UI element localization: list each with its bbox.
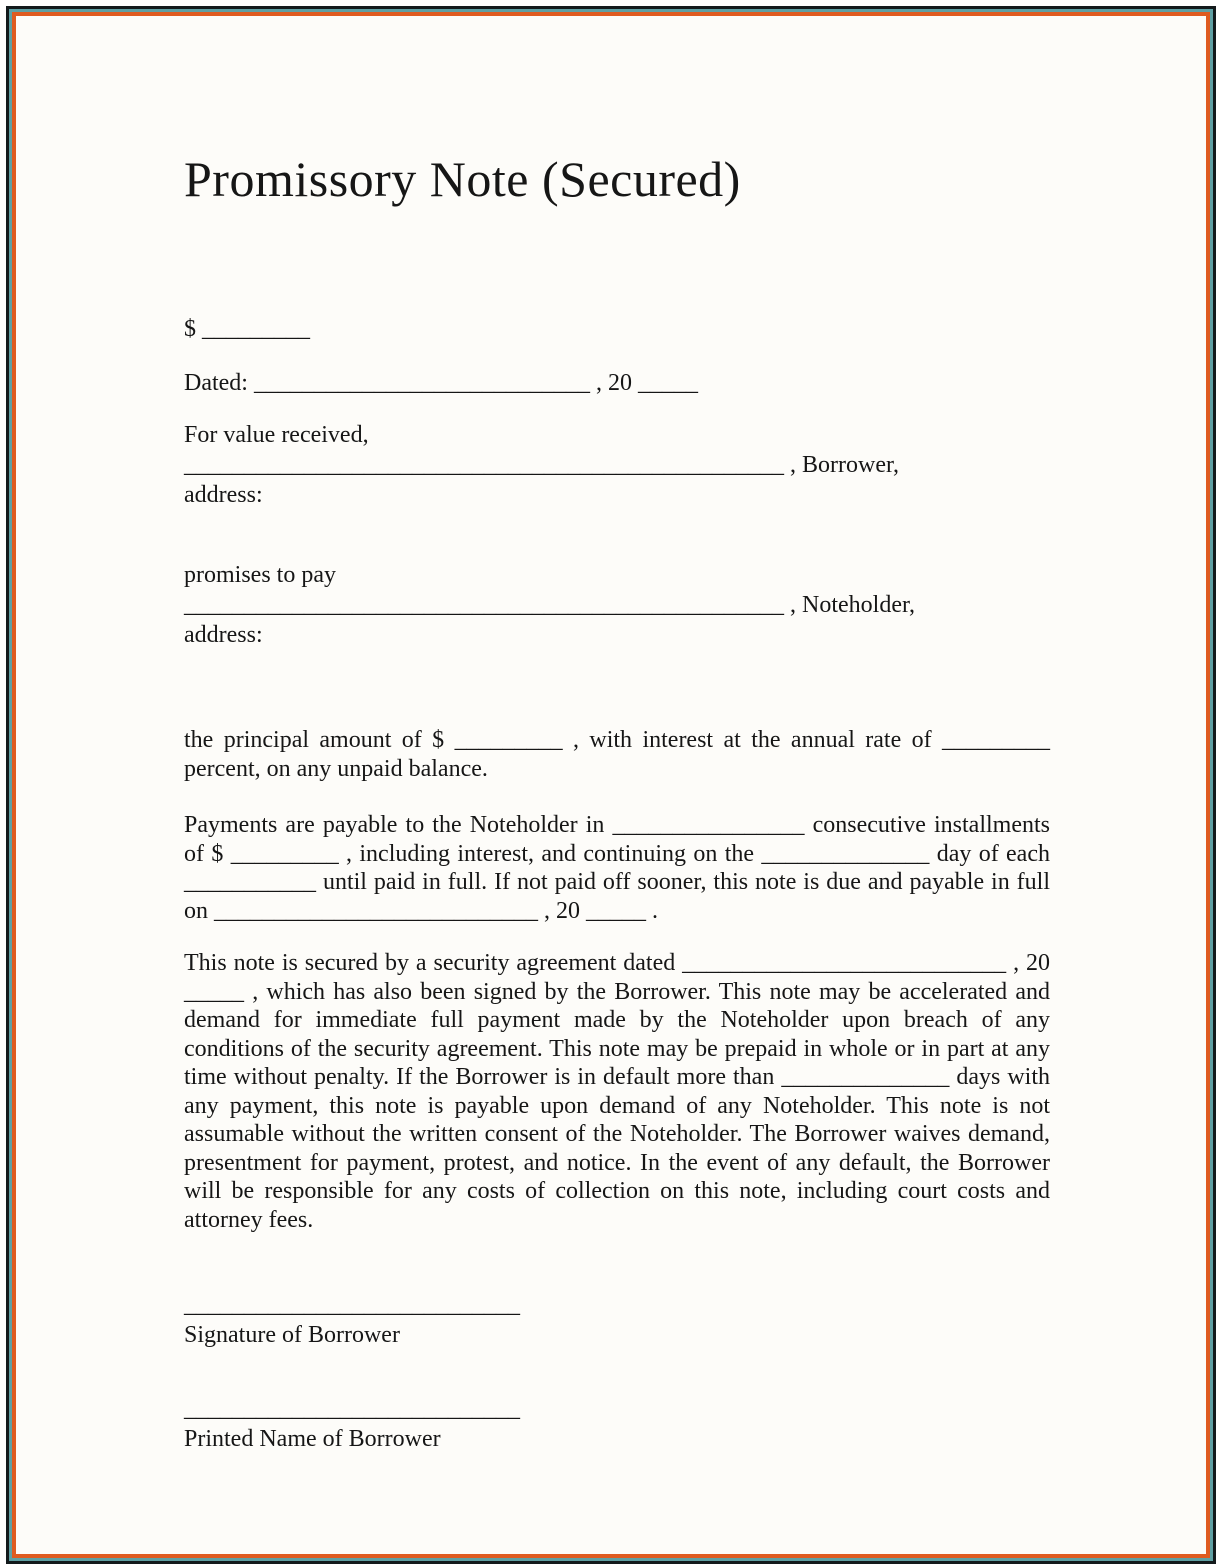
signature-label: Signature of Borrower [184,1322,400,1348]
signature-section [184,1290,1050,1350]
principal-clause-text-1: the principal amount of $ [184,727,445,753]
borrower-suffix-label: , Borrower, [790,452,900,478]
printed-name-blank-line: ____________________________ [184,1396,520,1422]
year-blank-field: _____ [637,370,698,396]
noteholder-suffix-label: , Noteholder, [790,592,916,618]
due-date-blank-field: ___________________________ [214,897,538,924]
payments-clause-text-5: until paid in full. If not paid off sooner, this note is due and payable in full on [184,869,1050,924]
document-page [16,16,1206,1554]
noteholder-address-label: address: [184,622,263,648]
secured-clause-text-1: This note is secured by a security agreement dated [184,950,676,976]
due-year-blank-field: _____ [586,897,646,924]
installment-amount-blank-field: _________ [230,840,339,867]
payments-clause-paragraph [184,811,1050,925]
payments-clause-text-3: , including interest, and continuing on the [346,840,755,867]
payments-clause-text-6: , 20 [544,897,580,924]
payments-clause-text-1: Payments are payable to the Noteholder in [184,812,605,838]
payments-clause-text-7: . [652,897,658,924]
borrower-section [184,420,1050,510]
page-border-teal [9,9,1213,1561]
principal-amount-blank-field: _________ [202,316,310,342]
document-title: Promissory Note (Secured) [184,151,741,207]
page-border-black [6,6,1216,1564]
payment-period-blank-field: ___________ [184,869,316,895]
principal-amount-line [184,314,1050,344]
agreement-date-blank-field: ___________________________ [682,950,1007,976]
secured-clause-text-3: , which has also been signed by the Borrower. This note may be accelerated and demand for immediate full payment made by the Noteholder upon breach of any conditions of the security agreement. This note may be prepaid in whole or in part at any time without penalty. If the Borrower is in default more than [184,978,1051,1090]
payments-clause-text-2: consecutive installments of $ [184,812,1050,867]
promises-to-pay-text: promises to pay [184,562,336,588]
signature-blank-line: ____________________________ [184,1292,520,1318]
year-prefix-label: , 20 [595,370,632,396]
secured-clause-text-4: days with any payment, this note is payable upon demand of any Noteholder. This note is not assumable without the written consent of the Noteholder. The Borrower waives demand, presentment for payment, protest, and notice. In the event of any default, the Borrower will be responsible for any costs of collection on this note, including court costs and attorney fees. [184,1064,1051,1233]
borrower-name-line [184,450,1050,480]
payment-day-blank-field: ______________ [761,840,930,867]
principal-amount-clause-blank-field: _________ [454,727,563,753]
printed-name-label: Printed Name of Borrower [184,1426,441,1452]
agreement-year-blank-field: _____ [184,978,244,1005]
borrower-name-blank-field: __________________________________________________ [184,452,784,478]
borrower-address-label: address: [184,482,263,508]
interest-rate-blank-field: _________ [942,727,1051,753]
date-blank-field: ____________________________ [253,370,590,396]
payments-clause-text-4: day of each [936,840,1050,867]
secured-clause-paragraph [184,949,1050,1234]
default-days-blank-field: ______________ [781,1064,950,1090]
noteholder-name-blank-field: __________________________________________________ [184,592,784,618]
principal-clause-paragraph [184,726,1050,783]
page-border-orange [12,12,1210,1558]
noteholder-section [184,560,1050,650]
secured-clause-text-2: , 20 [1013,950,1051,976]
dated-label: Dated: [184,370,248,396]
for-value-received-text: For value received, [184,422,369,448]
principal-clause-text-3: percent, on any unpaid balance. [184,755,488,782]
printed-name-section [184,1394,1050,1454]
noteholder-name-line [184,590,1050,620]
installments-count-blank-field: ________________ [612,812,805,838]
dollar-sign-label: $ [184,316,196,342]
principal-clause-text-2: , with interest at the annual rate of [573,727,932,753]
dated-line [184,368,1050,398]
